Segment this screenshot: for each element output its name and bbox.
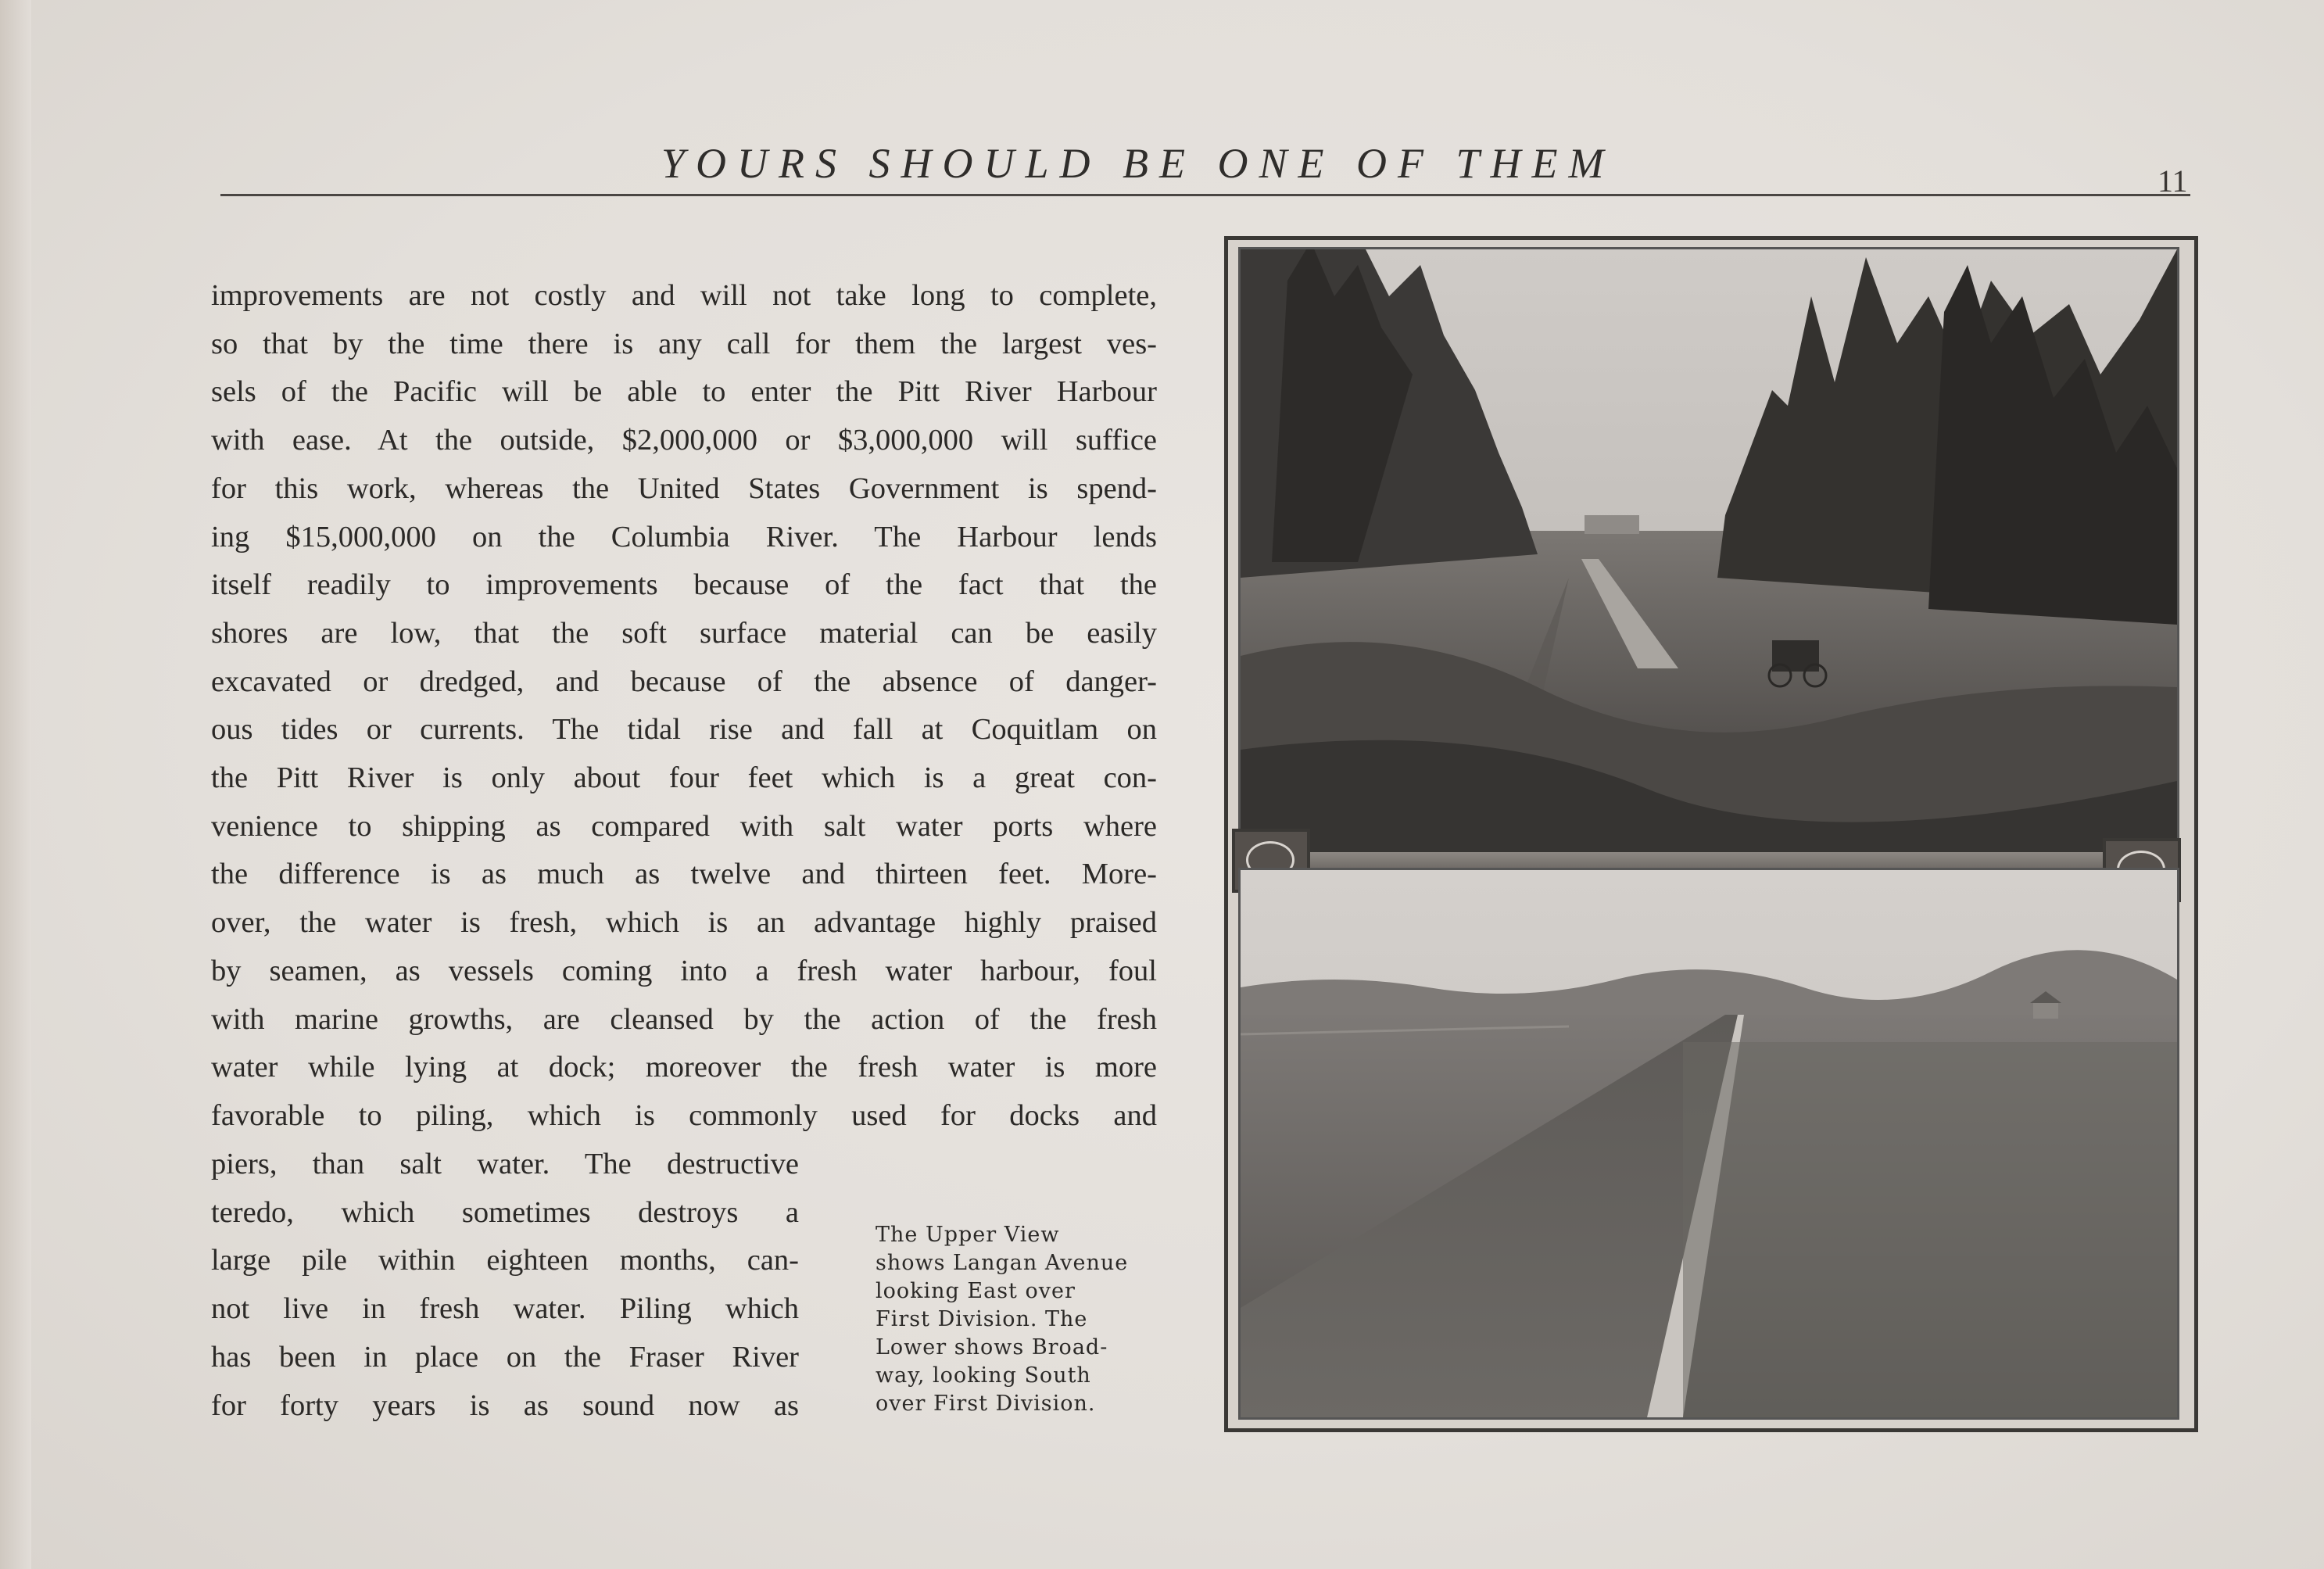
body-line: piers, than salt water. The destructive (211, 1148, 799, 1180)
body-line: favorable to piling, which is commonly used for docks and (211, 1098, 1157, 1132)
caption-line: way, looking South (876, 1363, 1091, 1388)
caption-line: shows Langan Avenue (876, 1251, 1129, 1275)
body-line: the difference is as much as twelve and thirteen feet. More- (211, 858, 1157, 891)
body-line: has been in place on the Fraser River (211, 1340, 799, 1374)
photo-divider-band (1234, 852, 2181, 869)
body-line: itself readily to improvements because of the fact that the (211, 568, 1157, 602)
body-line: the Pitt River is only about four feet which is a great con- (211, 761, 1157, 795)
caption-line: The Upper View (876, 1223, 1060, 1247)
body-line: excavated or dredged, and because of the absence of danger- (211, 664, 1157, 698)
running-header: YOURS SHOULD BE ONE OF THEM (661, 140, 1615, 187)
body-line: teredo, which sometimes destroys a (211, 1195, 799, 1229)
header-rule (220, 194, 2190, 196)
body-line: for this work, whereas the United States Government is spend- (211, 471, 1157, 505)
photo-caption (876, 1221, 1157, 1418)
body-line: large pile within eighteen months, can- (211, 1244, 799, 1277)
lower-photo (1238, 868, 2179, 1420)
forest-road-image (1241, 249, 2177, 854)
broadway-road-image (1241, 870, 2177, 1417)
body-line: ing $15,000,000 on the Columbia River. The Harbour lends (211, 520, 1157, 553)
body-line: water while lying at dock; moreover the fresh water is more (211, 1051, 1157, 1084)
caption-line: looking East over (876, 1279, 1076, 1303)
body-line: venience to shipping as compared with salt water ports where (211, 809, 1157, 843)
body-line: ous tides or currents. The tidal rise and fall at Coquitlam on (211, 713, 1157, 747)
body-text-narrow-column (211, 1141, 799, 1430)
body-line: improvements are not costly and will not take long to complete, (211, 279, 1157, 312)
caption-line: First Division. The (876, 1307, 1088, 1331)
body-line: over, the water is fresh, which is an advantage highly praised (211, 906, 1157, 940)
body-text-column (211, 272, 1157, 1141)
caption-line: Lower shows Broad- (876, 1335, 1108, 1359)
page-number: 11 (2157, 163, 2188, 199)
body-line: with marine growths, are cleansed by the action of the fresh (211, 1002, 1157, 1036)
upper-photo (1238, 247, 2179, 857)
caption-line: over First Division. (876, 1392, 1096, 1416)
body-line: with ease. At the outside, $2,000,000 or $3,000,000 will suffice (211, 424, 1157, 457)
body-line: not live in fresh water. Piling which (211, 1292, 799, 1326)
body-line: so that by the time there is any call for them the largest ves- (211, 327, 1157, 360)
body-line: by seamen, as vessels coming into a fresh water harbour, foul (211, 954, 1157, 987)
body-line: sels of the Pacific will be able to enter the Pitt River Harbour (211, 375, 1157, 409)
body-line: shores are low, that the soft surface material can be easily (211, 616, 1157, 650)
page-spine (0, 0, 31, 1569)
body-line: for forty years is as sound now as (211, 1388, 799, 1422)
